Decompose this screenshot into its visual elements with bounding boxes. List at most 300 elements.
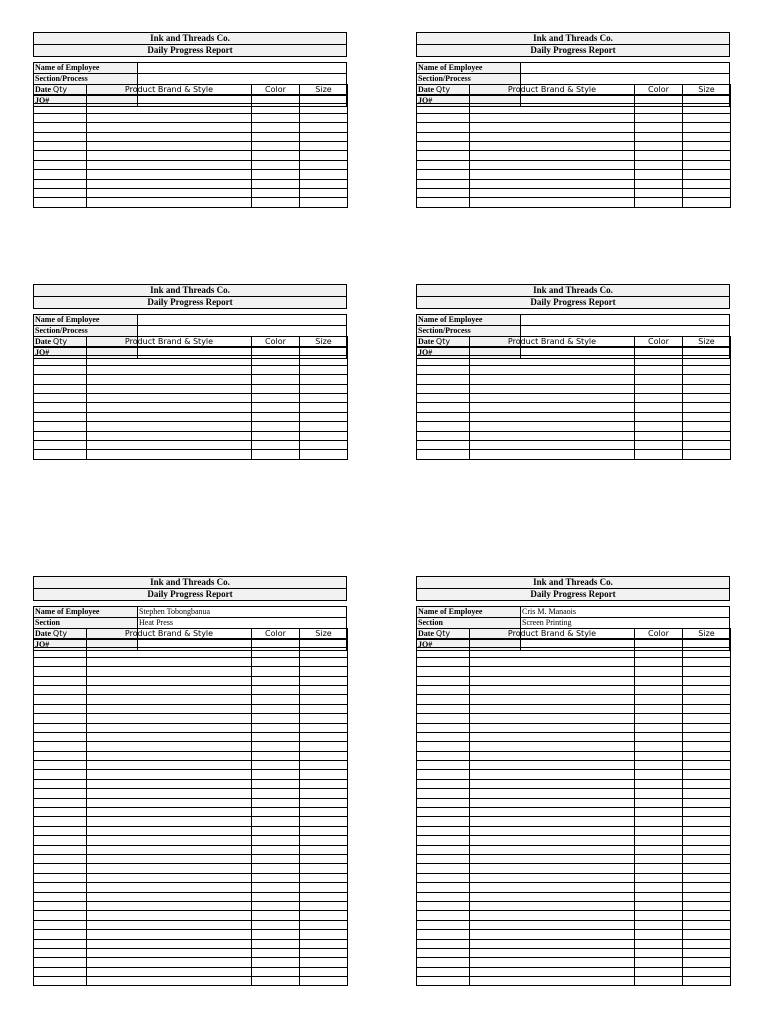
size-cell[interactable] xyxy=(683,412,731,421)
product-cell[interactable] xyxy=(87,798,252,807)
color-cell[interactable] xyxy=(252,704,300,713)
size-cell[interactable] xyxy=(300,685,348,694)
qty-cell[interactable] xyxy=(34,704,87,713)
size-cell[interactable] xyxy=(683,779,731,788)
qty-cell[interactable] xyxy=(417,808,470,817)
product-cell[interactable] xyxy=(87,742,252,751)
qty-cell[interactable] xyxy=(34,188,87,197)
color-cell[interactable] xyxy=(252,104,300,113)
size-cell[interactable] xyxy=(300,179,348,188)
product-cell[interactable] xyxy=(87,939,252,948)
color-cell[interactable] xyxy=(635,412,683,421)
size-cell[interactable] xyxy=(300,826,348,835)
color-cell[interactable] xyxy=(635,770,683,779)
size-cell[interactable] xyxy=(683,648,731,657)
product-cell[interactable] xyxy=(470,132,635,141)
product-cell[interactable] xyxy=(470,967,635,976)
product-cell[interactable] xyxy=(87,920,252,929)
size-cell[interactable] xyxy=(300,977,348,986)
color-cell[interactable] xyxy=(252,920,300,929)
product-cell[interactable] xyxy=(470,657,635,666)
qty-cell[interactable] xyxy=(417,375,470,384)
product-cell[interactable] xyxy=(87,901,252,910)
color-cell[interactable] xyxy=(252,431,300,440)
size-cell[interactable] xyxy=(300,958,348,967)
size-cell[interactable] xyxy=(300,347,348,356)
size-cell[interactable] xyxy=(300,892,348,901)
product-cell[interactable] xyxy=(470,95,635,104)
qty-cell[interactable] xyxy=(417,695,470,704)
product-cell[interactable] xyxy=(470,808,635,817)
qty-cell[interactable] xyxy=(417,123,470,132)
product-cell[interactable] xyxy=(87,347,252,356)
product-cell[interactable] xyxy=(87,836,252,845)
color-cell[interactable] xyxy=(252,977,300,986)
color-cell[interactable] xyxy=(252,356,300,365)
product-cell[interactable] xyxy=(470,826,635,835)
size-cell[interactable] xyxy=(683,958,731,967)
color-cell[interactable] xyxy=(252,892,300,901)
qty-cell[interactable] xyxy=(34,779,87,788)
color-cell[interactable] xyxy=(635,930,683,939)
size-cell[interactable] xyxy=(300,123,348,132)
qty-cell[interactable] xyxy=(34,151,87,160)
product-cell[interactable] xyxy=(87,179,252,188)
color-cell[interactable] xyxy=(635,817,683,826)
qty-cell[interactable] xyxy=(34,883,87,892)
size-cell[interactable] xyxy=(683,113,731,122)
product-cell[interactable] xyxy=(87,431,252,440)
qty-cell[interactable] xyxy=(34,450,87,459)
size-cell[interactable] xyxy=(300,170,348,179)
size-cell[interactable] xyxy=(683,873,731,882)
qty-cell[interactable] xyxy=(417,141,470,150)
size-cell[interactable] xyxy=(683,751,731,760)
qty-cell[interactable] xyxy=(34,930,87,939)
product-cell[interactable] xyxy=(470,347,635,356)
product-cell[interactable] xyxy=(470,440,635,449)
qty-cell[interactable] xyxy=(417,685,470,694)
size-cell[interactable] xyxy=(300,751,348,760)
qty-cell[interactable] xyxy=(34,742,87,751)
size-cell[interactable] xyxy=(683,883,731,892)
info-value-field[interactable]: Screen Printing xyxy=(522,618,572,627)
size-cell[interactable] xyxy=(683,403,731,412)
product-cell[interactable] xyxy=(87,751,252,760)
size-cell[interactable] xyxy=(683,967,731,976)
size-cell[interactable] xyxy=(300,384,348,393)
product-cell[interactable] xyxy=(470,393,635,402)
size-cell[interactable] xyxy=(300,375,348,384)
qty-cell[interactable] xyxy=(34,440,87,449)
product-cell[interactable] xyxy=(87,883,252,892)
size-cell[interactable] xyxy=(683,151,731,160)
color-cell[interactable] xyxy=(252,761,300,770)
qty-cell[interactable] xyxy=(34,676,87,685)
product-cell[interactable] xyxy=(87,977,252,986)
product-cell[interactable] xyxy=(470,685,635,694)
product-cell[interactable] xyxy=(470,732,635,741)
product-cell[interactable] xyxy=(87,761,252,770)
product-cell[interactable] xyxy=(470,123,635,132)
color-cell[interactable] xyxy=(635,188,683,197)
product-cell[interactable] xyxy=(470,836,635,845)
product-cell[interactable] xyxy=(87,892,252,901)
qty-cell[interactable] xyxy=(417,648,470,657)
qty-cell[interactable] xyxy=(417,393,470,402)
size-cell[interactable] xyxy=(300,883,348,892)
qty-cell[interactable] xyxy=(34,375,87,384)
size-cell[interactable] xyxy=(300,732,348,741)
product-cell[interactable] xyxy=(87,198,252,207)
qty-cell[interactable] xyxy=(417,930,470,939)
color-cell[interactable] xyxy=(635,779,683,788)
size-cell[interactable] xyxy=(300,412,348,421)
product-cell[interactable] xyxy=(87,95,252,104)
color-cell[interactable] xyxy=(252,132,300,141)
size-cell[interactable] xyxy=(683,667,731,676)
size-cell[interactable] xyxy=(683,808,731,817)
qty-cell[interactable] xyxy=(417,892,470,901)
product-cell[interactable] xyxy=(470,798,635,807)
color-cell[interactable] xyxy=(252,365,300,374)
product-cell[interactable] xyxy=(470,883,635,892)
product-cell[interactable] xyxy=(470,789,635,798)
qty-cell[interactable] xyxy=(34,732,87,741)
qty-cell[interactable] xyxy=(417,742,470,751)
color-cell[interactable] xyxy=(635,892,683,901)
color-cell[interactable] xyxy=(635,676,683,685)
product-cell[interactable] xyxy=(470,948,635,957)
product-cell[interactable] xyxy=(87,104,252,113)
product-cell[interactable] xyxy=(87,141,252,150)
size-cell[interactable] xyxy=(300,356,348,365)
product-cell[interactable] xyxy=(470,704,635,713)
color-cell[interactable] xyxy=(635,403,683,412)
qty-cell[interactable] xyxy=(34,845,87,854)
color-cell[interactable] xyxy=(252,939,300,948)
product-cell[interactable] xyxy=(87,188,252,197)
qty-cell[interactable] xyxy=(417,958,470,967)
color-cell[interactable] xyxy=(252,798,300,807)
size-cell[interactable] xyxy=(300,779,348,788)
size-cell[interactable] xyxy=(683,789,731,798)
color-cell[interactable] xyxy=(252,732,300,741)
qty-cell[interactable] xyxy=(417,431,470,440)
product-cell[interactable] xyxy=(470,412,635,421)
product-cell[interactable] xyxy=(470,817,635,826)
color-cell[interactable] xyxy=(252,723,300,732)
size-cell[interactable] xyxy=(300,704,348,713)
size-cell[interactable] xyxy=(683,141,731,150)
color-cell[interactable] xyxy=(635,123,683,132)
qty-cell[interactable] xyxy=(417,160,470,169)
color-cell[interactable] xyxy=(635,375,683,384)
product-cell[interactable] xyxy=(470,939,635,948)
size-cell[interactable] xyxy=(300,742,348,751)
qty-cell[interactable] xyxy=(417,920,470,929)
color-cell[interactable] xyxy=(252,179,300,188)
color-cell[interactable] xyxy=(635,958,683,967)
qty-cell[interactable] xyxy=(34,365,87,374)
size-cell[interactable] xyxy=(300,911,348,920)
product-cell[interactable] xyxy=(87,704,252,713)
product-cell[interactable] xyxy=(87,695,252,704)
size-cell[interactable] xyxy=(683,977,731,986)
product-cell[interactable] xyxy=(470,845,635,854)
qty-cell[interactable] xyxy=(417,412,470,421)
qty-cell[interactable] xyxy=(417,132,470,141)
qty-cell[interactable] xyxy=(417,864,470,873)
color-cell[interactable] xyxy=(252,742,300,751)
qty-cell[interactable] xyxy=(417,817,470,826)
color-cell[interactable] xyxy=(635,440,683,449)
product-cell[interactable] xyxy=(470,113,635,122)
qty-cell[interactable] xyxy=(417,751,470,760)
product-cell[interactable] xyxy=(470,160,635,169)
qty-cell[interactable] xyxy=(417,104,470,113)
qty-cell[interactable] xyxy=(417,639,470,648)
product-cell[interactable] xyxy=(470,639,635,648)
color-cell[interactable] xyxy=(252,808,300,817)
color-cell[interactable] xyxy=(252,657,300,666)
size-cell[interactable] xyxy=(683,930,731,939)
size-cell[interactable] xyxy=(300,160,348,169)
size-cell[interactable] xyxy=(683,948,731,957)
size-cell[interactable] xyxy=(683,365,731,374)
size-cell[interactable] xyxy=(300,845,348,854)
color-cell[interactable] xyxy=(635,845,683,854)
size-cell[interactable] xyxy=(683,845,731,854)
color-cell[interactable] xyxy=(635,873,683,882)
size-cell[interactable] xyxy=(683,188,731,197)
product-cell[interactable] xyxy=(87,412,252,421)
size-cell[interactable] xyxy=(683,639,731,648)
size-cell[interactable] xyxy=(683,704,731,713)
color-cell[interactable] xyxy=(252,384,300,393)
color-cell[interactable] xyxy=(252,883,300,892)
qty-cell[interactable] xyxy=(417,365,470,374)
qty-cell[interactable] xyxy=(34,817,87,826)
product-cell[interactable] xyxy=(470,854,635,863)
qty-cell[interactable] xyxy=(34,179,87,188)
qty-cell[interactable] xyxy=(417,901,470,910)
color-cell[interactable] xyxy=(252,113,300,122)
color-cell[interactable] xyxy=(252,403,300,412)
color-cell[interactable] xyxy=(252,95,300,104)
size-cell[interactable] xyxy=(300,676,348,685)
size-cell[interactable] xyxy=(300,761,348,770)
color-cell[interactable] xyxy=(252,639,300,648)
color-cell[interactable] xyxy=(635,422,683,431)
product-cell[interactable] xyxy=(87,930,252,939)
product-cell[interactable] xyxy=(87,854,252,863)
color-cell[interactable] xyxy=(635,742,683,751)
product-cell[interactable] xyxy=(470,742,635,751)
size-cell[interactable] xyxy=(683,714,731,723)
qty-cell[interactable] xyxy=(417,883,470,892)
color-cell[interactable] xyxy=(635,948,683,957)
qty-cell[interactable] xyxy=(34,911,87,920)
color-cell[interactable] xyxy=(635,714,683,723)
qty-cell[interactable] xyxy=(417,151,470,160)
size-cell[interactable] xyxy=(300,948,348,957)
size-cell[interactable] xyxy=(683,761,731,770)
product-cell[interactable] xyxy=(87,657,252,666)
qty-cell[interactable] xyxy=(417,347,470,356)
size-cell[interactable] xyxy=(300,836,348,845)
color-cell[interactable] xyxy=(252,948,300,957)
size-cell[interactable] xyxy=(300,930,348,939)
product-cell[interactable] xyxy=(87,967,252,976)
qty-cell[interactable] xyxy=(34,977,87,986)
qty-cell[interactable] xyxy=(34,412,87,421)
qty-cell[interactable] xyxy=(34,873,87,882)
color-cell[interactable] xyxy=(252,685,300,694)
color-cell[interactable] xyxy=(635,113,683,122)
qty-cell[interactable] xyxy=(34,170,87,179)
size-cell[interactable] xyxy=(683,431,731,440)
qty-cell[interactable] xyxy=(34,901,87,910)
size-cell[interactable] xyxy=(300,440,348,449)
qty-cell[interactable] xyxy=(417,384,470,393)
qty-cell[interactable] xyxy=(34,198,87,207)
qty-cell[interactable] xyxy=(34,695,87,704)
product-cell[interactable] xyxy=(470,779,635,788)
info-value-field[interactable] xyxy=(521,74,729,84)
qty-cell[interactable] xyxy=(34,864,87,873)
color-cell[interactable] xyxy=(252,198,300,207)
color-cell[interactable] xyxy=(635,450,683,459)
product-cell[interactable] xyxy=(87,789,252,798)
qty-cell[interactable] xyxy=(34,723,87,732)
color-cell[interactable] xyxy=(635,648,683,657)
qty-cell[interactable] xyxy=(34,95,87,104)
color-cell[interactable] xyxy=(252,864,300,873)
size-cell[interactable] xyxy=(300,450,348,459)
product-cell[interactable] xyxy=(87,714,252,723)
qty-cell[interactable] xyxy=(34,808,87,817)
color-cell[interactable] xyxy=(252,958,300,967)
color-cell[interactable] xyxy=(635,939,683,948)
size-cell[interactable] xyxy=(300,431,348,440)
info-value-field[interactable]: Stephen Tobongbanua xyxy=(139,607,211,616)
size-cell[interactable] xyxy=(300,95,348,104)
color-cell[interactable] xyxy=(635,723,683,732)
size-cell[interactable] xyxy=(683,95,731,104)
product-cell[interactable] xyxy=(470,751,635,760)
product-cell[interactable] xyxy=(87,732,252,741)
info-value-field[interactable] xyxy=(138,326,346,336)
size-cell[interactable] xyxy=(683,685,731,694)
qty-cell[interactable] xyxy=(417,704,470,713)
qty-cell[interactable] xyxy=(34,160,87,169)
size-cell[interactable] xyxy=(683,864,731,873)
qty-cell[interactable] xyxy=(417,179,470,188)
color-cell[interactable] xyxy=(635,393,683,402)
color-cell[interactable] xyxy=(635,431,683,440)
info-value-field[interactable] xyxy=(521,326,729,336)
color-cell[interactable] xyxy=(635,836,683,845)
info-value-field[interactable] xyxy=(521,315,729,325)
product-cell[interactable] xyxy=(87,151,252,160)
qty-cell[interactable] xyxy=(417,440,470,449)
size-cell[interactable] xyxy=(683,836,731,845)
qty-cell[interactable] xyxy=(417,798,470,807)
qty-cell[interactable] xyxy=(34,798,87,807)
product-cell[interactable] xyxy=(87,723,252,732)
product-cell[interactable] xyxy=(470,901,635,910)
size-cell[interactable] xyxy=(683,123,731,132)
info-value-field[interactable]: Heat Press xyxy=(139,618,173,627)
product-cell[interactable] xyxy=(87,873,252,882)
size-cell[interactable] xyxy=(683,770,731,779)
qty-cell[interactable] xyxy=(34,920,87,929)
qty-cell[interactable] xyxy=(417,977,470,986)
color-cell[interactable] xyxy=(635,920,683,929)
size-cell[interactable] xyxy=(683,393,731,402)
size-cell[interactable] xyxy=(683,160,731,169)
color-cell[interactable] xyxy=(252,188,300,197)
size-cell[interactable] xyxy=(300,723,348,732)
color-cell[interactable] xyxy=(252,695,300,704)
qty-cell[interactable] xyxy=(34,667,87,676)
color-cell[interactable] xyxy=(252,845,300,854)
product-cell[interactable] xyxy=(470,958,635,967)
info-value-field[interactable] xyxy=(138,315,346,325)
size-cell[interactable] xyxy=(683,676,731,685)
qty-cell[interactable] xyxy=(417,789,470,798)
size-cell[interactable] xyxy=(300,770,348,779)
qty-cell[interactable] xyxy=(34,113,87,122)
product-cell[interactable] xyxy=(470,920,635,929)
color-cell[interactable] xyxy=(252,347,300,356)
product-cell[interactable] xyxy=(470,170,635,179)
qty-cell[interactable] xyxy=(417,198,470,207)
product-cell[interactable] xyxy=(470,356,635,365)
qty-cell[interactable] xyxy=(34,958,87,967)
color-cell[interactable] xyxy=(635,104,683,113)
product-cell[interactable] xyxy=(470,676,635,685)
qty-cell[interactable] xyxy=(417,770,470,779)
color-cell[interactable] xyxy=(252,967,300,976)
color-cell[interactable] xyxy=(252,836,300,845)
size-cell[interactable] xyxy=(683,920,731,929)
color-cell[interactable] xyxy=(252,422,300,431)
color-cell[interactable] xyxy=(252,123,300,132)
product-cell[interactable] xyxy=(87,393,252,402)
qty-cell[interactable] xyxy=(417,854,470,863)
color-cell[interactable] xyxy=(252,930,300,939)
size-cell[interactable] xyxy=(300,198,348,207)
color-cell[interactable] xyxy=(635,808,683,817)
color-cell[interactable] xyxy=(252,648,300,657)
product-cell[interactable] xyxy=(470,141,635,150)
qty-cell[interactable] xyxy=(34,104,87,113)
color-cell[interactable] xyxy=(635,967,683,976)
size-cell[interactable] xyxy=(683,198,731,207)
size-cell[interactable] xyxy=(300,104,348,113)
qty-cell[interactable] xyxy=(34,141,87,150)
qty-cell[interactable] xyxy=(417,188,470,197)
color-cell[interactable] xyxy=(252,667,300,676)
product-cell[interactable] xyxy=(470,384,635,393)
product-cell[interactable] xyxy=(470,104,635,113)
size-cell[interactable] xyxy=(683,179,731,188)
product-cell[interactable] xyxy=(470,695,635,704)
product-cell[interactable] xyxy=(470,930,635,939)
qty-cell[interactable] xyxy=(417,873,470,882)
